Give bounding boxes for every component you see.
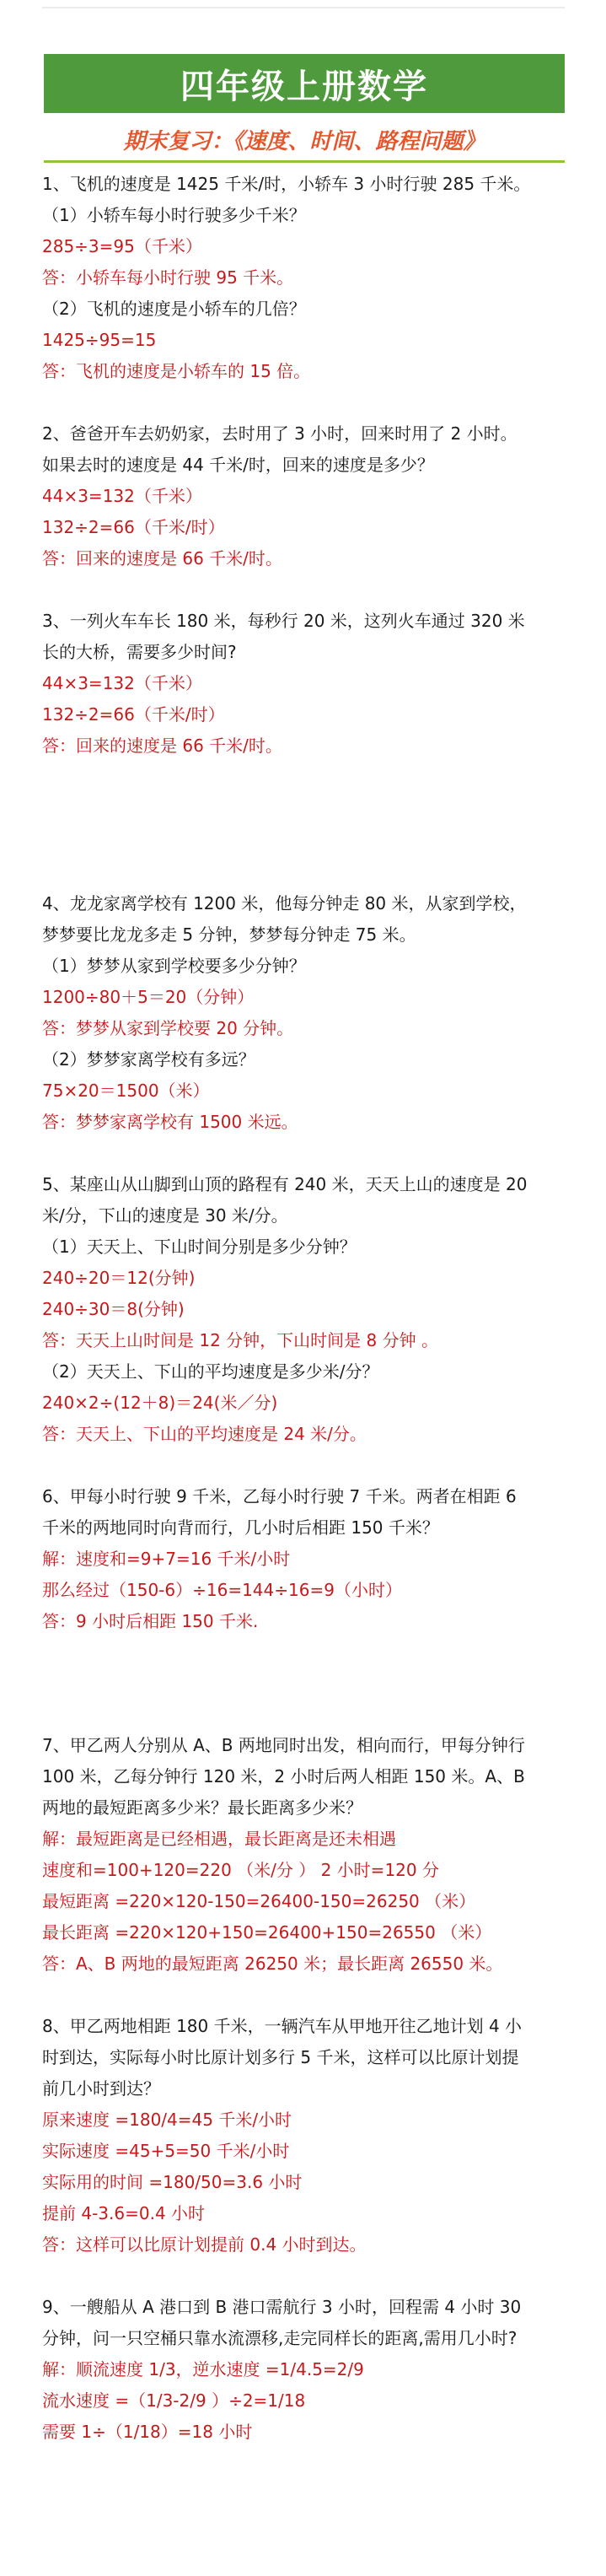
calculation: 实际速度 =45+5=50 千米/小时 <box>42 2141 290 2161</box>
calculation: 速度和=100+120=220 （米/分 ） 2 小时=120 分 <box>42 1860 439 1880</box>
problem-5 <box>42 1169 569 1450</box>
calculation: 1425÷95=15 <box>42 330 157 350</box>
question-text: 100 米，乙每分钟行 120 米，2 小时后两人相距 150 米。A、B <box>42 1766 525 1786</box>
problem-spacer <box>42 762 569 888</box>
subtitle-underline <box>44 160 565 163</box>
problem-2 <box>42 418 569 574</box>
question-text: 两地的最短距离多少米？最长距离多少米？ <box>42 1797 362 1818</box>
problem-spacer <box>42 1637 569 1730</box>
calculation: 75×20＝1500（米） <box>42 1081 210 1101</box>
calculation: 44×3=132（千米） <box>42 673 202 693</box>
sub-question: （2）梦梦家离学校有多远？ <box>42 1049 255 1070</box>
answer-text: 答：天天上、下山的平均速度是 24 米/分。 <box>42 1424 367 1444</box>
calculation: 那么经过（150-6）÷16=144÷16=9（小时） <box>42 1580 402 1600</box>
answer-text: 答：回来的速度是 66 千米/时。 <box>42 736 282 756</box>
question-text: 前几小时到达？ <box>42 2078 160 2099</box>
sub-question: （1）小轿车每小时行驶多少千米？ <box>42 205 306 225</box>
calculation: 需要 1÷（1/18）=18 小时 <box>42 2422 253 2442</box>
question-text: 8、甲乙两地相距 180 千米，一辆汽车从甲地开往乙地计划 4 小 <box>42 2016 523 2036</box>
problem-spacer <box>42 1450 569 1481</box>
calculation: 最短距离 =220×120-150=26400-150=26250 （米） <box>42 1891 476 1911</box>
calculation: 132÷2=66（千米/时） <box>42 517 225 537</box>
calculation: 1200÷80＋5＝20（分钟） <box>42 987 255 1007</box>
sub-question: （1）天天上、下山时间分别是多少分钟？ <box>42 1237 357 1257</box>
calculation: 流水速度 =（1/3-2/9 ）÷2=1/18 <box>42 2390 306 2411</box>
calculation: 最长距离 =220×120+150=26400+150=26550 （米） <box>42 1922 492 1943</box>
problem-4 <box>42 888 569 1138</box>
problem-list <box>42 169 569 2448</box>
problem-8 <box>42 2011 569 2261</box>
answer-text: 答：这样可以比原计划提前 0.4 小时到达。 <box>42 2234 367 2255</box>
sub-question: （2）飞机的速度是小轿车的几倍？ <box>42 299 306 319</box>
page-title: 四年级上册数学 <box>44 54 565 113</box>
calculation: 240÷20＝12(分钟) <box>42 1268 196 1288</box>
calculation: 解：速度和=9+7=16 千米/小时 <box>42 1549 291 1569</box>
calculation: 240×2÷(12＋8)＝24(米／分) <box>42 1393 278 1413</box>
question-text: 3、一列火车车长 180 米，每秒行 20 米，这列火车通过 320 米 <box>42 611 525 631</box>
calculation: 132÷2=66（千米/时） <box>42 704 225 725</box>
calculation: 原来速度 =180/4=45 千米/小时 <box>42 2110 292 2130</box>
question-text: 梦梦要比龙龙多走 5 分钟，梦梦每分钟走 75 米。 <box>42 924 416 945</box>
calculation: 240÷30＝8(分钟) <box>42 1299 185 1319</box>
question-text: 9、一艘船从 A 港口到 B 港口需航行 3 小时，回程需 4 小时 30 <box>42 2297 522 2317</box>
top-divider <box>42 7 565 8</box>
problem-spacer <box>42 1980 569 2011</box>
question-text: 4、龙龙家离学校有 1200 米，他每分钟走 80 米，从家到学校， <box>42 893 527 913</box>
page-subtitle: 期末复习：《速度、时间、路程问题》 <box>123 128 485 154</box>
answer-text: 答：梦梦家离学校有 1500 米远。 <box>42 1112 298 1132</box>
question-text: 5、某座山从山脚到山顶的路程有 240 米，天天上山的速度是 20 <box>42 1174 528 1194</box>
calculation: 44×3=132（千米） <box>42 486 202 506</box>
sub-question: （1）梦梦从家到学校要多少分钟？ <box>42 956 306 976</box>
problem-spacer <box>42 574 569 606</box>
calculation: 解：顺流速度 1/3，逆水速度 =1/4.5=2/9 <box>42 2359 364 2379</box>
answer-text: 答：小轿车每小时行驶 95 千米。 <box>42 267 294 288</box>
question-text: 米/分，下山的速度是 30 米/分。 <box>42 1205 288 1226</box>
answer-text: 答：飞机的速度是小轿车的 15 倍。 <box>42 361 311 381</box>
calculation: 提前 4-3.6=0.4 小时 <box>42 2203 206 2223</box>
problem-6 <box>42 1481 569 1637</box>
problem-1 <box>42 169 569 387</box>
answer-text: 答：9 小时后相距 150 千米. <box>42 1611 259 1631</box>
question-text: 7、甲乙两人分别从 A、B 两地同时出发，相向而行，甲每分钟行 <box>42 1735 525 1755</box>
answer-text: 答：回来的速度是 66 千米/时。 <box>42 548 282 569</box>
answer-text: 答：A、B 两地的最短距离 26250 米；最长距离 26550 米。 <box>42 1954 503 1974</box>
answer-text: 答：梦梦从家到学校要 20 分钟。 <box>42 1018 294 1038</box>
question-text: 时到达，实际每小时比原计划多行 5 千米，这样可以比原计划提 <box>42 2047 519 2067</box>
sub-question: （2）天天上、下山的平均速度是多少米/分？ <box>42 1361 379 1382</box>
question-text: 6、甲每小时行驶 9 千米，乙每小时行驶 7 千米。两者在相距 6 <box>42 1486 517 1506</box>
problem-9 <box>42 2292 569 2448</box>
calculation: 实际用的时间 =180/50=3.6 小时 <box>42 2172 303 2192</box>
question-text: 1、飞机的速度是 1425 千米/时，小轿车 3 小时行驶 285 千米。 <box>42 174 531 194</box>
question-text: 千米的两地同时向背而行，几小时后相距 150 千米？ <box>42 1517 439 1538</box>
question-text: 2、爸爸开车去奶奶家，去时用了 3 小时，回来时用了 2 小时。 <box>42 423 518 444</box>
problem-3 <box>42 606 569 762</box>
problem-spacer <box>42 387 569 418</box>
question-text: 分钟，问一只空桶只靠水流漂移,走完同样长的距离,需用几小时? <box>42 2328 518 2348</box>
calculation: 解：最短距离是已经相遇，最长距离是还未相遇 <box>42 1829 396 1849</box>
question-text: 如果去时的速度是 44 千米/时，回来的速度是多少？ <box>42 455 434 475</box>
calculation: 285÷3=95（千米） <box>42 236 202 256</box>
question-text: 长的大桥，需要多少时间? <box>42 642 237 662</box>
problem-spacer <box>42 1138 569 1169</box>
answer-text: 答：天天上山时间是 12 分钟，下山时间是 8 分钟 。 <box>42 1330 438 1350</box>
problem-7 <box>42 1730 569 1980</box>
problem-spacer <box>42 2261 569 2292</box>
